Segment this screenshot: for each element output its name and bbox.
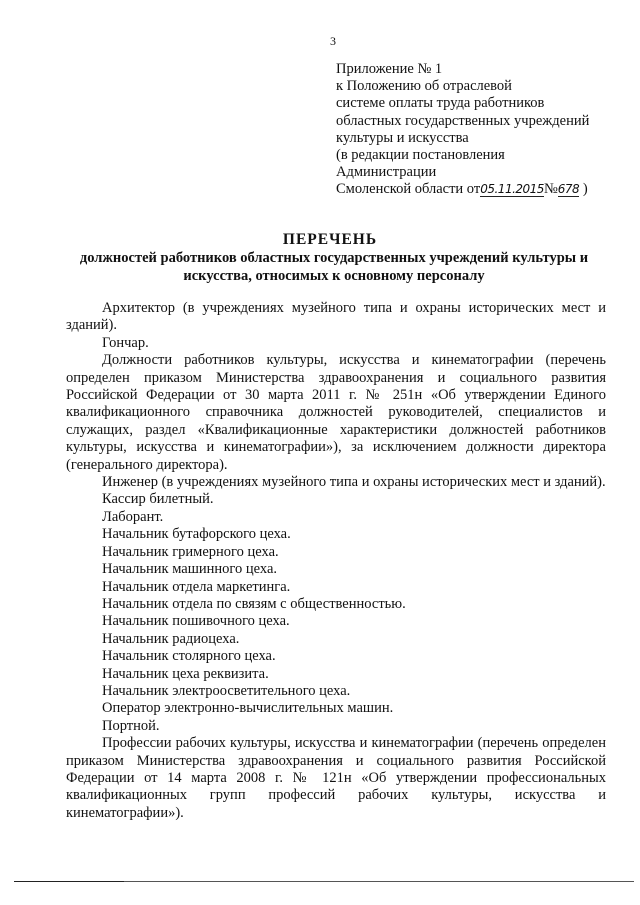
list-item: Инженер (в учреждениях музейного типа и охраны исторических мест и зданий). — [102, 474, 606, 491]
annex-line-prefix: Смоленской области от — [336, 181, 481, 198]
list-item: Начальник отдела маркетинга. — [102, 578, 291, 595]
annex-date-line — [336, 181, 616, 198]
list-item: Начальник бутафорского цеха. — [102, 526, 291, 543]
document-title: ПЕРЕЧЕНЬ — [282, 231, 378, 248]
list-item: Начальник машинного цеха. — [102, 561, 278, 578]
list-item: Оператор электронно-вычислительных машин. — [102, 700, 394, 717]
list-item: Начальник отдела по связям с общественностью. — [102, 595, 406, 612]
list-item: Кассир билетный. — [102, 491, 214, 508]
list-item: Портной. — [102, 717, 160, 734]
handwritten-number: 678 — [557, 182, 580, 197]
annex-line: Приложение № 1 — [336, 61, 443, 77]
annex-line: (в редакции постановления — [336, 147, 505, 164]
annex-line: культуры и искусства — [336, 129, 469, 146]
annex-closing: ) — [579, 181, 588, 198]
number-sign: № — [543, 181, 558, 198]
handwritten-date: 05.11.2015 — [480, 182, 544, 197]
list-item: Начальник радиоцеха. — [102, 630, 240, 647]
list-item: Начальник гримерного цеха. — [102, 543, 279, 560]
document-body — [66, 300, 606, 822]
document-subtitle: должностей работников областных государственных учреждений культуры и искусства, относимых к основному персоналу — [79, 250, 589, 284]
list-item: Начальник столярного цеха. — [102, 648, 276, 665]
list-item: Начальник пошивочного цеха. — [102, 613, 290, 630]
list-item: Гончар. — [102, 334, 149, 351]
annex-line: системе оплаты труда работников — [336, 95, 545, 112]
list-item: Профессии рабочих культуры, искусства и кинематографии (перечень определен приказом Министерства здравоохранения и социального развития Российской Федерации от 14 марта 2008 г. № 121н «Об утверждении профессиональных квалификационных групп профессий рабочих культуры, искусства и кинематографии»). — [66, 735, 606, 821]
annex-line: областных государственных учреждений — [336, 112, 590, 129]
list-item: Начальник электроосветительного цеха. — [102, 682, 351, 699]
list-item: Лаборант. — [102, 508, 164, 525]
list-item: Начальник цеха реквизита. — [102, 665, 269, 682]
list-item: Должности работников культуры, искусства и кинематографии (перечень определен приказом Министерства здравоохранения и социального развития Российской Федерации от 30 марта 2011 г. № 251н «Об утверждении Единого квалификационного справочника должностей руководителей, специалистов и служащих, раздел «Квалификационные характеристики должностей работников культуры, искусства и кинематографии»), за исключением должности директора (генерального директора). — [66, 352, 606, 473]
page-number: 3 — [330, 34, 336, 48]
list-item: Архитектор (в учреждениях музейного типа и охраны исторических мест и зданий). — [66, 300, 606, 334]
annex-line: к Положению об отраслевой — [336, 78, 512, 95]
annex-line: Администрации — [336, 164, 437, 181]
annex-header — [336, 61, 616, 199]
footer-divider-mark — [14, 881, 124, 882]
